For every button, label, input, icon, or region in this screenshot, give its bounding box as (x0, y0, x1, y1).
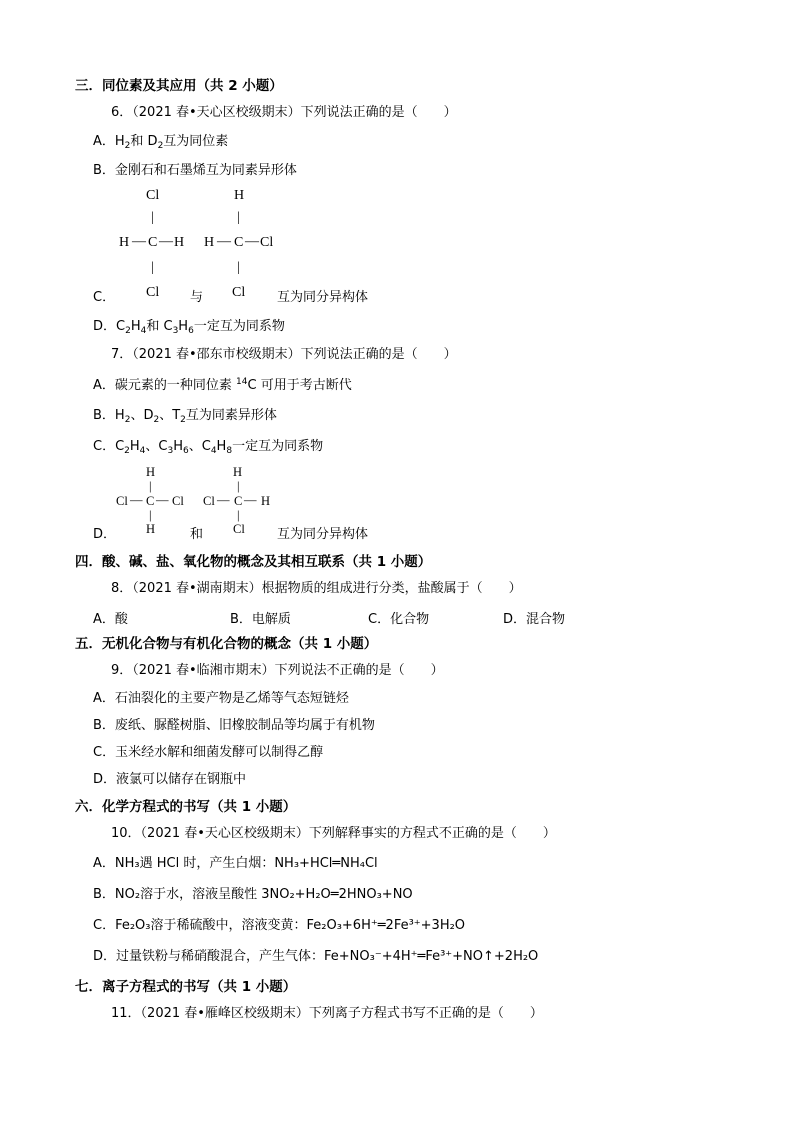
q7-c-sep: 、C (188, 439, 211, 454)
q7-option-d-label: D． (93, 527, 117, 542)
struct-bond-right: — (245, 234, 259, 249)
section-heading: 七．离子方程式的书写（共 1 小题） (75, 979, 297, 995)
q9-option-b: B．废纸、脲醛树脂、旧橡胶制品等均属于有机物 (93, 718, 375, 733)
question-10-stem: 10．（2021 春•天心区校级期末）下列解释事实的方程式不正确的是（ ） (111, 826, 556, 841)
q6-option-a (93, 133, 228, 151)
struct-atom-left: H (204, 235, 215, 250)
struct-bond-top: | (149, 479, 152, 493)
struct-bond-right: — (159, 234, 173, 249)
struct-bond-left: — (217, 493, 230, 507)
section-heading: 四．酸、碱、盐、氧化物的概念及其相互联系（共 1 小题） (75, 554, 432, 570)
q6-option-c-tail: 互为同分异构体 (277, 290, 369, 305)
q7-c-sub: 4 (210, 446, 217, 456)
struct-bond-top: | (151, 210, 154, 225)
q7-option-c (93, 438, 323, 456)
question-9-stem: 9．（2021 春•临湘市期末）下列说法不正确的是（ ） (111, 663, 444, 678)
q10-option-b: B．NO₂溶于水，溶液呈酸性 3NO₂+H₂O═2HNO₃+NO (93, 887, 413, 902)
struct-bond-bottom: | (149, 508, 152, 522)
q7-b-d: 、D (130, 408, 154, 423)
q6-a-sub2: 2 (157, 141, 164, 151)
section-heading: 五．无机化合物与有机化合物的概念（共 1 小题） (75, 636, 378, 652)
question-7-stem: 7．（2021 春•邵东市校级期末）下列说法正确的是（ ） (111, 347, 457, 362)
q7-a-sup: 14 (236, 377, 248, 387)
struct-atom-right: H (261, 494, 271, 508)
q6-d-sub: 6 (188, 326, 194, 336)
q7-c-post: 一定互为同系物 (232, 439, 324, 454)
struct-atom-left: H (119, 235, 130, 250)
q7-structure-2 (203, 465, 278, 545)
struct-atom-bottom: Cl (233, 522, 245, 536)
struct-atom-bottom: H (146, 522, 156, 536)
q7-b-pre: B．H (93, 408, 125, 423)
struct-atom-right: Cl (260, 235, 274, 250)
q7-b-post: 互为同素异形体 (185, 408, 277, 423)
question-6-stem: 6．（2021 春•天心区校级期末）下列说法正确的是（ ） (111, 105, 457, 120)
struct-atom-center: C (146, 494, 155, 508)
struct-bond-top: | (237, 479, 240, 493)
q6-a-mid: 和 D (130, 134, 158, 149)
q7-c-sub: 8 (226, 446, 233, 456)
q6-option-c-with: 与 (190, 290, 204, 305)
q6-d-mid: 和 C (146, 319, 173, 334)
q7-c-h: H (173, 439, 183, 454)
q10-option-a: A．NH₃遇 HCl 时，产生白烟：NH₃+HCl═NH₄Cl (93, 856, 378, 871)
q8-option-a: A．酸 (93, 612, 128, 627)
q7-b-t: 、T (159, 408, 181, 423)
struct-atom-center: C (148, 235, 158, 250)
struct-atom-top: H (234, 188, 245, 203)
struct-atom-top: H (146, 465, 156, 479)
q8-option-b: B．电解质 (230, 612, 291, 627)
question-11-stem: 11．（2021 春•雁峰区校级期末）下列离子方程式书写不正确的是（ ） (111, 1006, 543, 1021)
struct-bond-top: | (237, 210, 240, 225)
struct-atom-bottom: Cl (232, 285, 246, 300)
q6-d-h: H (130, 319, 141, 334)
q6-a-post: 互为同位素 (163, 134, 229, 149)
q8-option-c: C．化合物 (368, 612, 430, 627)
q6-d-sub: 3 (172, 326, 179, 336)
q6-a-sub1: 2 (124, 141, 131, 151)
section-heading: 三．同位素及其应用（共 2 小题） (75, 78, 283, 94)
struct-atom-top: H (233, 465, 243, 479)
q6-d-pre: D．C (93, 319, 126, 334)
struct-atom-center: C (234, 235, 244, 250)
struct-atom-bottom: Cl (146, 285, 160, 300)
q7-option-a (93, 377, 352, 395)
q6-d-sub: 4 (140, 326, 147, 336)
q7-c-h: H (216, 439, 227, 454)
q6-structure-2 (203, 188, 283, 306)
q7-c-h: H (129, 439, 140, 454)
struct-bond-bottom: | (237, 508, 240, 522)
q6-d-sub: 2 (125, 326, 131, 336)
struct-bond-bottom: | (237, 260, 240, 275)
q6-structure-1 (118, 188, 198, 306)
q7-b-sub: 2 (124, 415, 131, 425)
struct-bond-left: — (130, 493, 143, 507)
q7-c-pre: C．C (93, 439, 125, 454)
q6-d-post: 一定互为同系物 (193, 319, 285, 334)
q9-option-a: A．石油裂化的主要产物是乙烯等气态短链烃 (93, 691, 349, 706)
q7-b-sub: 2 (153, 415, 160, 425)
struct-atom-center: C (234, 494, 243, 508)
struct-atom-left: Cl (116, 494, 128, 508)
q6-d-h2: H (178, 319, 189, 334)
q10-option-d: D．过量铁粉与稀硝酸混合，产生气体：Fe+NO₃⁻+4H⁺═Fe³⁺+NO↑+2H₂O (93, 949, 539, 964)
section-heading: 六．化学方程式的书写（共 1 小题） (75, 799, 297, 815)
struct-atom-right: Cl (172, 494, 184, 508)
q7-structure-1 (116, 465, 186, 545)
q7-b-sub: 2 (180, 415, 186, 425)
q7-c-sub: 3 (167, 446, 174, 456)
struct-bond-right: — (156, 493, 169, 507)
struct-atom-left: Cl (203, 494, 215, 508)
struct-bond-left: — (217, 234, 231, 249)
q9-option-d: D．液氯可以储存在钢瓶中 (93, 772, 247, 787)
question-8-stem: 8．（2021 春•湖南期末）根据物质的组成进行分类，盐酸属于（ ） (111, 581, 522, 596)
struct-atom-top: Cl (146, 188, 160, 203)
q7-option-d-tail: 互为同分异构体 (277, 527, 369, 542)
struct-bond-right: — (244, 493, 257, 507)
q7-option-d-with: 和 (190, 527, 204, 542)
q10-option-c: C．Fe₂O₃溶于稀硫酸中，溶液变黄：Fe₂O₃+6H⁺═2Fe³⁺+3H₂O (93, 918, 466, 933)
q7-c-sub: 2 (124, 446, 130, 456)
q9-option-c: C．玉米经水解和细菌发酵可以制得乙醇 (93, 745, 324, 760)
struct-atom-right: H (174, 235, 185, 250)
q6-a-pre: A．H (93, 134, 125, 149)
q7-a-post: C 可用于考古断代 (247, 378, 352, 393)
q7-c-sub: 4 (139, 446, 146, 456)
struct-bond-left: — (132, 234, 146, 249)
q7-a-pre: A．碳元素的一种同位素 (93, 378, 237, 393)
q7-option-b (93, 407, 277, 425)
q6-option-b: B．金刚石和石墨烯互为同素异形体 (93, 163, 297, 178)
q6-option-c-label: C． (93, 290, 116, 305)
q7-c-sep: 、C (145, 439, 168, 454)
q8-option-d: D．混合物 (503, 612, 566, 627)
struct-bond-bottom: | (151, 260, 154, 275)
q6-option-d (93, 318, 285, 336)
q7-c-sub: 6 (183, 446, 189, 456)
